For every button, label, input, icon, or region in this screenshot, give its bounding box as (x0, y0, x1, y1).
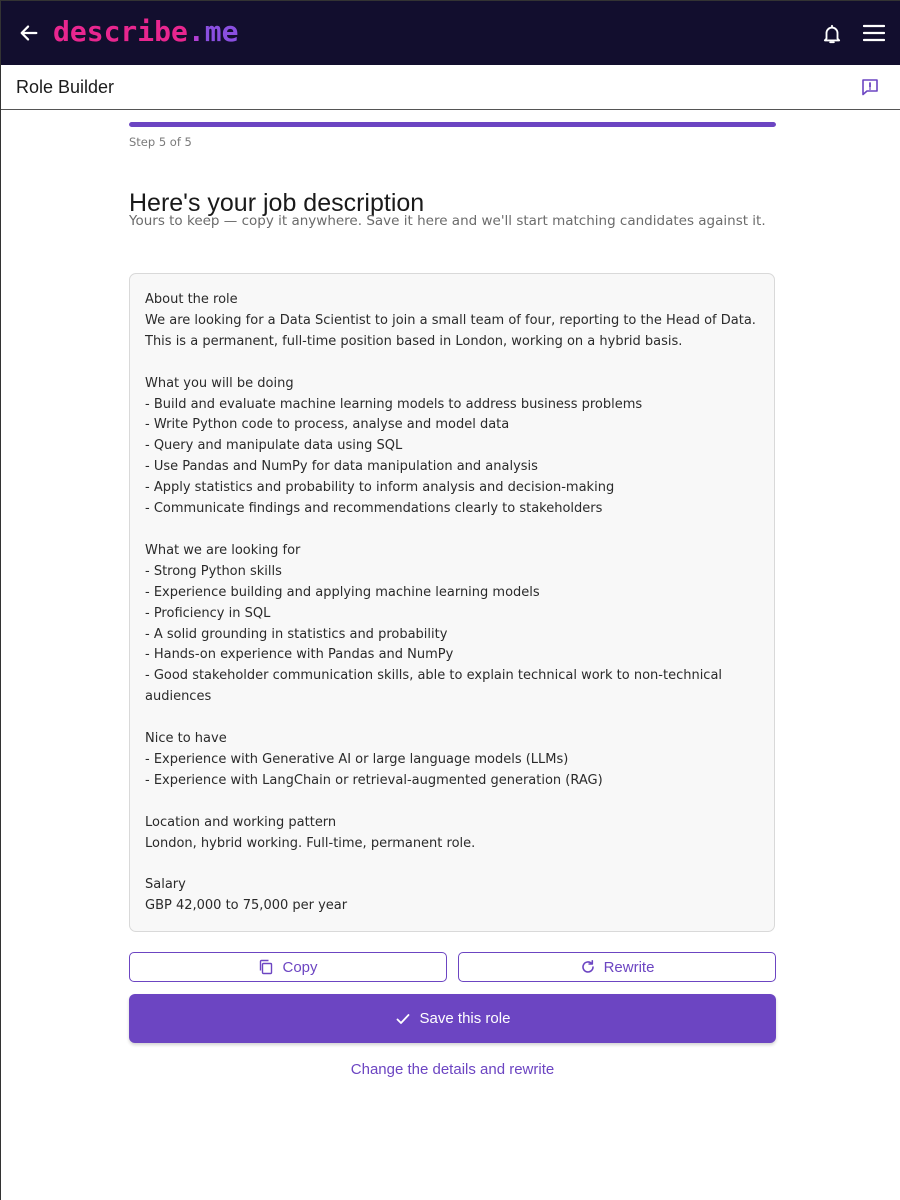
logo-main: describe (53, 15, 188, 48)
page-title: Role Builder (16, 77, 115, 97)
refresh-icon (580, 959, 596, 975)
arrow-left-icon[interactable] (18, 22, 40, 44)
change-details-link[interactable]: Change the details and rewrite (350, 1061, 555, 1078)
copy-button[interactable] (129, 952, 447, 982)
hamburger-menu-icon[interactable] (863, 24, 885, 42)
logo-dot: . (187, 15, 205, 48)
logo-tail: me (204, 15, 239, 48)
top-app-bar (1, 1, 900, 65)
copy-label: Copy (282, 958, 318, 976)
bell-icon[interactable] (821, 22, 843, 46)
progress-fill (129, 122, 776, 127)
page-heading: Here's your job description (129, 188, 425, 217)
rewrite-button[interactable] (458, 952, 776, 982)
save-label: Save this role (419, 1010, 511, 1027)
rewrite-label: Rewrite (603, 958, 655, 976)
step-label: Step 5 of 5 (129, 135, 192, 149)
step-progress-bar (129, 122, 776, 127)
app-logo[interactable] (53, 15, 238, 48)
save-role-button[interactable] (129, 994, 776, 1043)
check-icon (395, 1011, 411, 1027)
page-header (1, 65, 900, 110)
job-description-box[interactable] (129, 273, 775, 932)
page-subtext: Yours to keep — copy it anywhere. Save it here and we'll start matching candidates against it. (129, 213, 766, 229)
copy-icon (258, 959, 274, 975)
feedback-icon[interactable] (861, 78, 879, 96)
job-description-text: About the role We are looking for a Data Scientist to join a small team of four, reporting to the Head of Data. This is a permanent, full-time position based in London, working on a hybrid basis. What you will be doing - Build and evaluate machine learning models to address business problems - Write Python code to process, analyse and model data - Query and manipulate data using SQL - Use Pandas and NumPy for data manipulation and analysis - Apply statistics and probability to inform analysis and decision-making - Communicate findings and recommendations clearly to stakeholders What we are looking for - Strong Python skills - Experience building and applying machine learning models - Proficiency in SQL - A solid grounding in statistics and probability - Hands-on experience with Pandas and NumPy - Good stakeholder communication skills, able to explain technical work to non-technical audiences Nice to have - Experience with Generative AI or large language models (LLMs) - Experience with LangChain or retrieval-augmented generation (RAG) Location and working pattern London, hybrid working. Full-time, permanent role. Salary GBP 42,000 to 75,000 per year (145, 292, 756, 914)
